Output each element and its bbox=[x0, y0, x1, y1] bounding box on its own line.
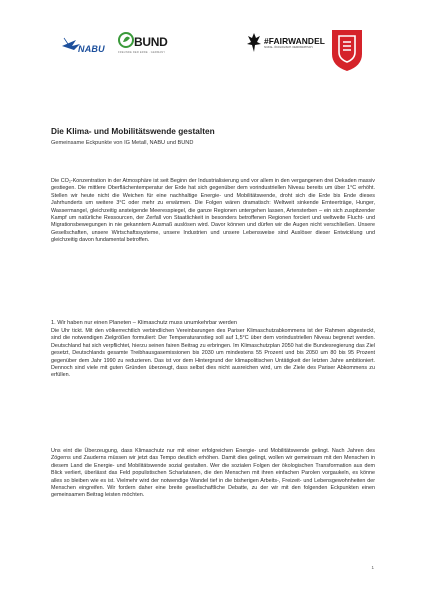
fairwandel-logo bbox=[246, 32, 325, 56]
paragraph-intro: Die CO₂-Konzentration in der Atmosphäre ist seit Beginn der Industrialisierung und vor allem in den vergangenen drei Dekaden massiv gestiegen. Die mittlere Oberflächentemperatur der Erde hat sich gegenüber dem vorindustriellen Niveau bereits um über 1°C erhöht. Stellen wir heute nicht die Weichen für eine nachhaltige Energie- und Mobilitätswende, droht sich die Erde bis Ende dieses Jahrhunderts um weitere 3°C oder mehr zu erwärmen. Die Folgen wären dramatisch: Weltweit sinkende Ernteerträge, Hunger, Wassermangel, gleichzeitig ansteigende Meeresspiegel, die ganze Regionen untergehen lassen, Artensterben – ein sich zuspitzender Kampf um natürliche Ressourcen, der Zerfall von Staatlichkeit in besonders betroffenen Regionen forciert und weltweite Flucht- und Migrationsbewegungen in nie gekanntem Ausmaß auslösen wird. Davor können und dürfen wir die Augen nicht verschließen. Unsere Gesellschaften, unsere Wirtschaftssysteme, unsere Industrien und unsere Lebensweise sind Auslöser dieser Entwicklung und gleichzeitig davon fundamental betroffen. bbox=[51, 178, 375, 244]
document-title: Die Klima- und Mobilitätswende gestalten bbox=[51, 126, 215, 136]
document-subtitle: Gemeinsame Eckpunkte von IG Metall, NABU und BUND bbox=[51, 140, 194, 146]
bund-logo-tagline: FREUNDE DER ERDE · GERMANY bbox=[118, 51, 166, 54]
nabu-logo bbox=[60, 32, 110, 60]
fairwandel-logo-text: #FAIRWANDEL bbox=[264, 36, 325, 46]
logo-bar bbox=[0, 28, 424, 68]
bund-logo-text: BUND bbox=[134, 35, 168, 49]
fairwandel-logo-tagline: SOZIAL. ÖKOLOGISCH. DEMOKRATISCH. bbox=[264, 46, 314, 49]
document-body bbox=[51, 126, 375, 499]
bund-logo bbox=[118, 30, 178, 60]
nabu-logo-text: NABU bbox=[78, 44, 105, 54]
paragraph-section-1: Die Uhr tickt. Mit den völkerrechtlich verbindlichen Vereinbarungen des Pariser Klimaschutzabkommens ist der Rahmen abgesteckt, sind die notwendigen Zielgrößen formuliert: Der Temperaturanstieg soll auf 1,5°C über dem vorindustriellen Niveau begrenzt werden. Deutschland hat sich verpflichtet, hierzu seinen fairen Beitrag zu erbringen. Im Klimaschutzplan 2050 hat die Bundesregierung das Ziel gesetzt, Deutschlands gesamte Treibhausgasemissionen bis 2030 um mindestens 55 Prozent und bis 2050 um 80 bis 95 Prozent gegenüber dem Jahr 1990 zu reduzieren. Das ist vor dem Hintergrund der klimapolitischen Untätigkeit der letzten Jahre ambitioniert. Dennoch sind viele mit guten Gründen überzeugt, dass selbst dies nicht ausreichen wird, um die Ziele des Pariser Abkommens zu erfüllen. bbox=[51, 328, 375, 379]
section-heading-1: 1. Wir haben nur einen Planeten – Klimaschutz muss unumkehrbar werden bbox=[51, 319, 237, 326]
page-number: 1 bbox=[371, 565, 374, 570]
igmetall-logo bbox=[330, 28, 364, 72]
paragraph-section-1b: Uns eint die Überzeugung, dass Klimaschutz nur mit einer erfolgreichen Energie- und Mobilitätswende gelingt. Nach Jahren des Zögerns und Zauderns müssen wir jetzt das Tempo deutlich erhöhen. Damit dies gelingt, wollen wir gemeinsam mit den Menschen in diesem Land die Energie- und Mobilitätswende sozial gestalten. Wer die sozialen Folgen der ökologischen Transformation aus dem Blick verliert, überlässt das Feld populistischen Scharlatanen, die den Menschen mit ihren einfachen Parolen vorgaukeln, es könne alles so bleiben wie es ist. Vielmehr wird der notwendige Wandel tief in die bisherigen Arbeits-, Freizeit- und Lebensgewohnheiten der Menschen eingreifen. Wir fordern daher eine breite gesellschaftliche Debatte, zu der wir mit den folgenden Eckpunkten einen gemeinsamen Beitrag leisten möchten. bbox=[51, 448, 375, 499]
fairwandel-flame-icon bbox=[246, 32, 262, 54]
igmetall-shield-icon bbox=[330, 28, 364, 72]
